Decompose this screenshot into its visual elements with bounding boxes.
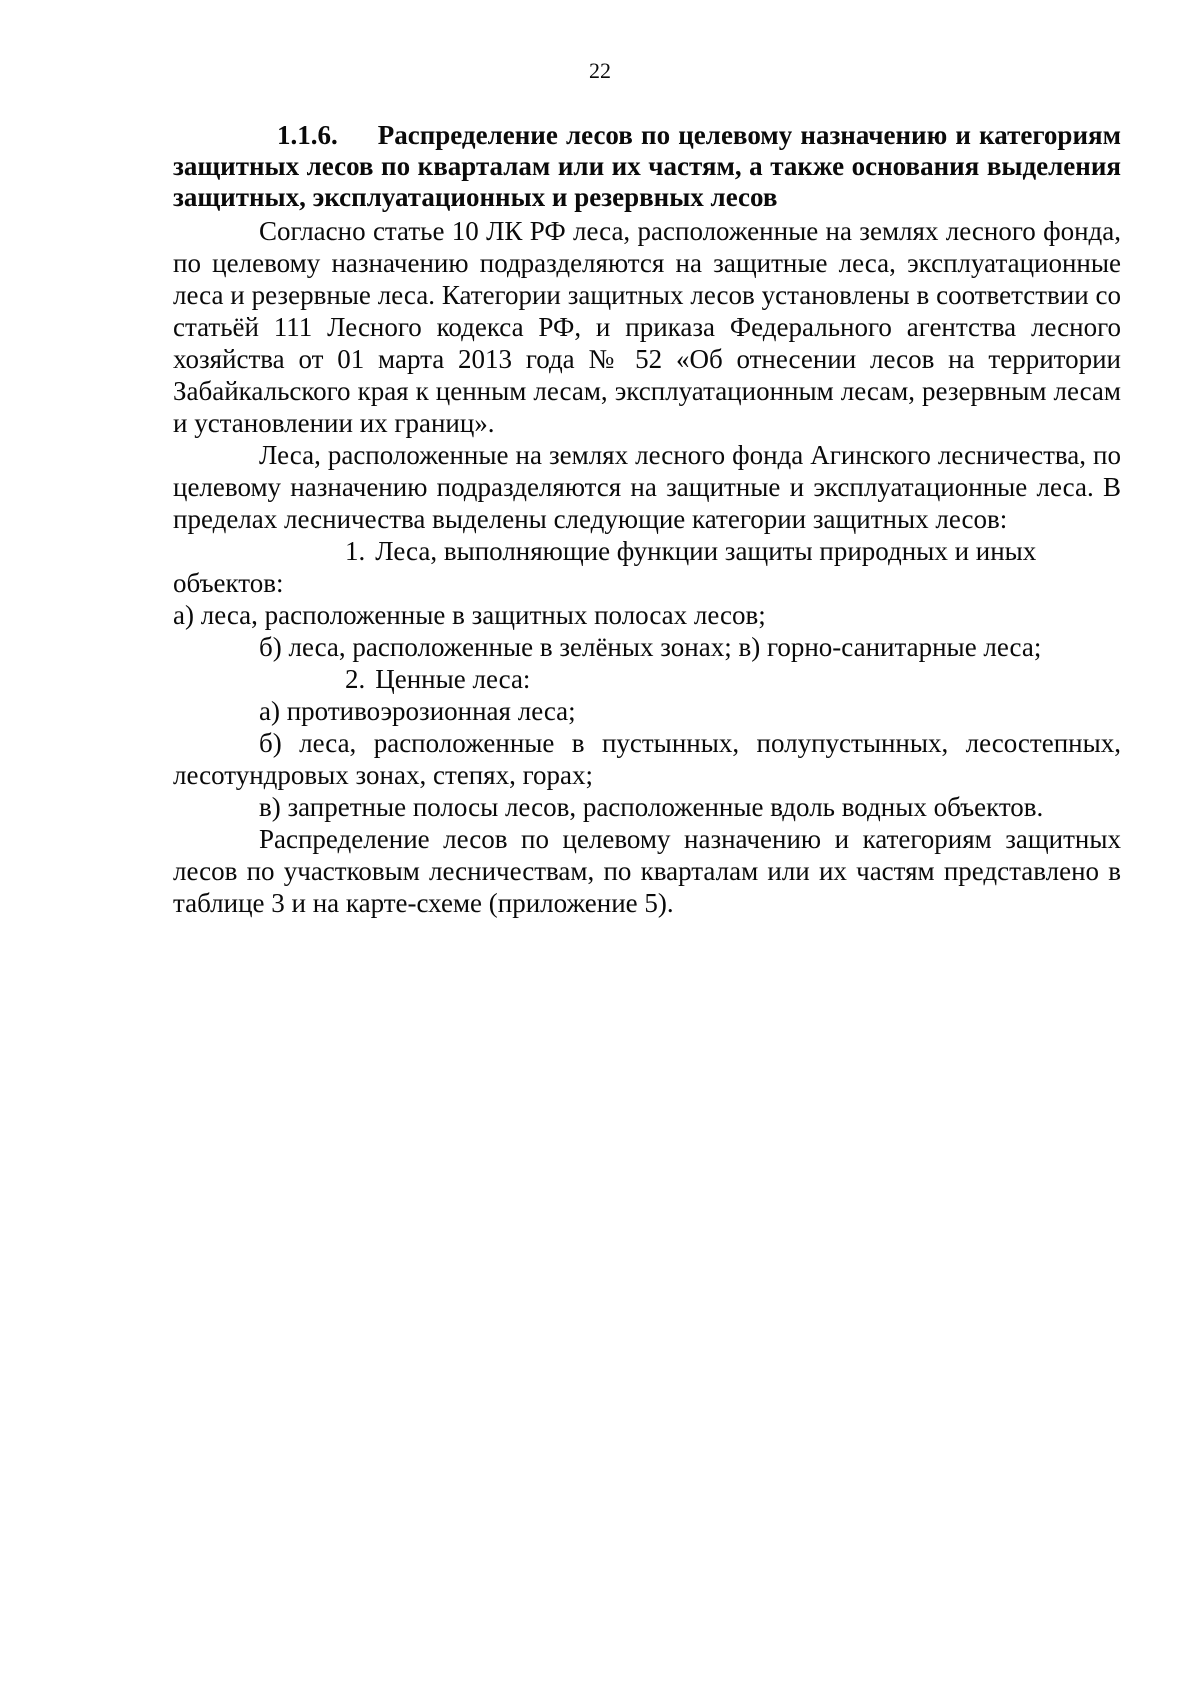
list-item-1-number: 1. <box>345 536 366 566</box>
page-number: 22 <box>589 58 611 83</box>
list-item-1a: а) леса, расположенные в защитных полосах лесов; <box>173 600 766 630</box>
list-item-2b: б) леса, расположенные в пустынных, полупустынных, лесостепных, лесотундровых зонах, степях, горах; <box>173 728 1121 790</box>
list-item-1-text: Леса, выполняющие функции защиты природных и иных объектов: <box>173 536 1037 598</box>
paragraph-aginsky-forestry: Леса, расположенные на землях лесного фонда Агинского лесничества, по целевому назначению подразделяются на защитные и эксплуатационные леса. В пределах лесничества выделены следующие категории защитных лесов: <box>173 440 1121 534</box>
list-item-2c: в) запретные полосы лесов, расположенные вдоль водных объектов. <box>259 792 1044 822</box>
list-item-2 <box>173 663 1121 695</box>
list-item-1bc: б) леса, расположенные в зелёных зонах; в) горно-санитарные леса; <box>259 632 1042 662</box>
document-body <box>173 120 1121 919</box>
list-item-2-number: 2. <box>345 664 366 694</box>
section-number: 1.1.6. <box>277 120 338 150</box>
list-item-2-text: Ценные леса: <box>375 664 531 694</box>
section-title: Распределение лесов по целевому назначению и категориям защитных лесов по кварталам или их частям, а также основания выделения защитных, эксплуатационных и резервных лесов <box>173 120 1121 212</box>
paragraph-distribution: Распределение лесов по целевому назначению и категориям защитных лесов по участковым лесничествам, по кварталам или их частям представлено в таблице 3 и на карте-схеме (приложение 5). <box>173 824 1121 918</box>
list-item-2a: а) противоэрозионная леса; <box>259 696 576 726</box>
paragraph-forest-purpose: Согласно статье 10 ЛК РФ леса, расположенные на землях лесного фонда, по целевому назначению подразделяются на защитные леса, эксплуатационные леса и резервные леса. Категории защитных лесов установлены в соответствии со статьёй 111 Лесного кодекса РФ, и приказа Федерального агентства лесного хозяйства от 01 марта 2013 года № 52 «Об отнесении лесов на территории Забайкальского края к ценным лесам, эксплуатационным лесам, резервным лесам и установлении их границ». <box>173 216 1121 438</box>
list-item-1 <box>173 535 1121 599</box>
section-heading <box>173 120 1121 213</box>
